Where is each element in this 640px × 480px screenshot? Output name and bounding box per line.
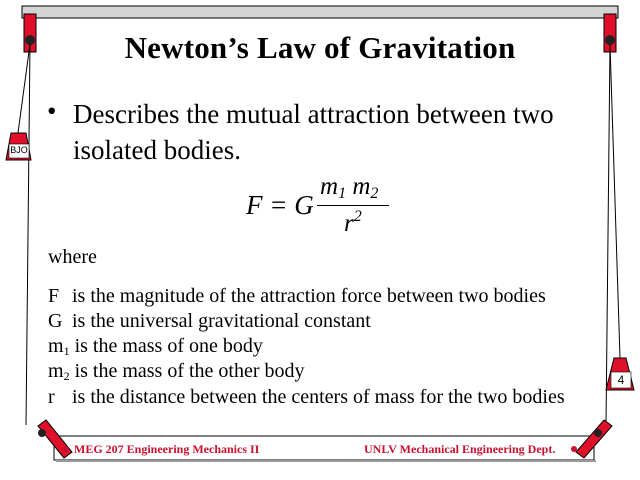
- eq-r: r: [344, 210, 354, 237]
- bottom-left-knob: [38, 429, 46, 437]
- definition-row: [48, 285, 546, 308]
- right-string-2: [606, 44, 610, 425]
- def-symbol: F: [48, 285, 60, 307]
- bullet-marker: •: [47, 96, 57, 126]
- footer-department: UNLV Mechanical Engineering Dept.: [364, 442, 556, 456]
- page-number: 4: [617, 373, 625, 387]
- def-symbol: m: [48, 360, 64, 382]
- def-text: is the mass of one body: [74, 335, 263, 357]
- eq-m1-sub: 1: [338, 185, 347, 202]
- footer-course: MEG 207 Engineering Mechanics II: [74, 442, 260, 456]
- footer-right-dot: [571, 446, 577, 452]
- eq-m2: m: [352, 173, 371, 200]
- equation-denominator: [344, 208, 362, 238]
- equation-numerator: [320, 173, 378, 203]
- top-scroll-band: [22, 6, 618, 18]
- right-string: [610, 44, 620, 358]
- def-symbol: r: [48, 386, 55, 408]
- eq-m1: m: [320, 173, 339, 200]
- bullet-text: Describes the mutual attraction between two isolated bodies.: [73, 99, 554, 165]
- eq-r-sup: 2: [353, 208, 362, 225]
- def-symbol: m: [48, 335, 64, 357]
- definition-row: [48, 335, 263, 359]
- def-text: is the universal gravitational constant: [72, 310, 371, 332]
- page-title: Newton’s Law of Gravitation: [124, 30, 516, 65]
- eq-m2-sub: 2: [370, 185, 379, 202]
- bottom-right-knob: [594, 429, 602, 437]
- fraction-bar: [317, 205, 389, 206]
- definition-row: [48, 386, 565, 409]
- left-badge-label: BJO: [10, 145, 28, 155]
- definition-row: [48, 310, 371, 333]
- left-string-2: [26, 44, 30, 425]
- def-text: is the magnitude of the attraction force between two bodies: [72, 285, 546, 307]
- def-sub: 2: [63, 369, 70, 383]
- def-text: is the distance between the centers of mass for the two bodies: [72, 386, 565, 408]
- def-sub: 1: [63, 344, 70, 358]
- where-label: where: [48, 246, 97, 268]
- footer-left-dot: [63, 446, 69, 452]
- def-text: is the mass of the other body: [74, 360, 305, 382]
- definition-row: [48, 360, 305, 384]
- def-symbol: G: [48, 310, 63, 332]
- equation-lhs: F = G: [246, 190, 314, 220]
